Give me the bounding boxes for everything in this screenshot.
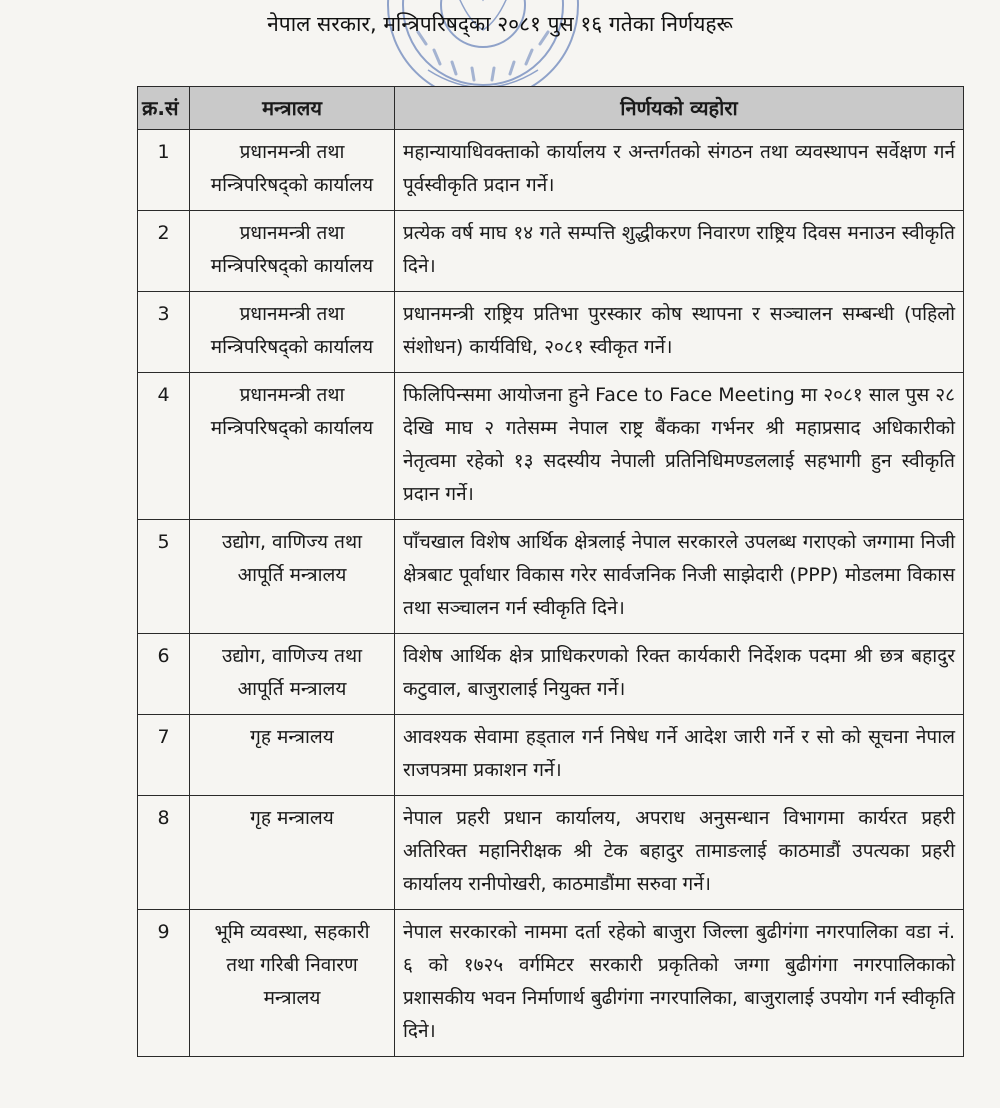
table-row	[138, 520, 964, 634]
row-decision: नेपाल प्रहरी प्रधान कार्यालय, अपराध अनुसन्धान विभागमा कार्यरत प्रहरी अतिरिक्त महानिरीक्षक श्री टेक बहादुर तामाङलाई काठमाडौं उपत्यका प्रहरी कार्यालय रानीपोखरी, काठमाडौंमा सरुवा गर्ने।	[395, 796, 964, 910]
row-number: 7	[138, 715, 190, 796]
row-ministry: उद्योग, वाणिज्य तथा आपूर्ति मन्त्रालय	[190, 634, 395, 715]
table-row	[138, 796, 964, 910]
page-title: नेपाल सरकार, मन्त्रिपरिषद्का २०८१ पुस १६ गतेका निर्णयहरू	[267, 12, 733, 36]
table-header-row	[138, 87, 964, 130]
row-ministry: प्रधानमन्त्री तथा मन्त्रिपरिषद्को कार्यालय	[190, 292, 395, 373]
row-ministry: भूमि व्यवस्था, सहकारी तथा गरिबी निवारण मन्त्रालय	[190, 910, 395, 1057]
row-decision: नेपाल सरकारको नाममा दर्ता रहेको बाजुरा जिल्ला बुढीगंगा नगरपालिका वडा नं. ६ को १७२५ वर्गमिटर सरकारी प्रकृतिको जग्गा बुढीगंगा नगरपालिकाको प्रशासकीय भवन निर्माणार्थ बुढीगंगा नगरपालिका, बाजुरालाई उपयोग गर्न स्वीकृति दिने।	[395, 910, 964, 1057]
row-ministry: गृह मन्त्रालय	[190, 796, 395, 910]
row-decision: विशेष आर्थिक क्षेत्र प्राधिकरणको रिक्त कार्यकारी निर्देशक पदमा श्री छत्र बहादुर कटुवाल, बाजुरालाई नियुक्त गर्ने।	[395, 634, 964, 715]
row-number: 3	[138, 292, 190, 373]
header-decision: निर्णयको व्यहोरा	[395, 87, 964, 130]
row-number: 5	[138, 520, 190, 634]
row-decision: पाँचखाल विशेष आर्थिक क्षेत्रलाई नेपाल सरकारले उपलब्ध गराएको जग्गामा निजी क्षेत्रबाट पूर्वाधार विकास गरेर सार्वजनिक निजी साझेदारी (PPP) मोडलमा विकास तथा सञ्चालन गर्न स्वीकृति दिने।	[395, 520, 964, 634]
row-decision: प्रत्येक वर्ष माघ १४ गते सम्पत्ति शुद्धीकरण निवारण राष्ट्रिय दिवस मनाउन स्वीकृति दिने।	[395, 211, 964, 292]
table-row	[138, 715, 964, 796]
table-row	[138, 211, 964, 292]
row-ministry: गृह मन्त्रालय	[190, 715, 395, 796]
row-ministry: उद्योग, वाणिज्य तथा आपूर्ति मन्त्रालय	[190, 520, 395, 634]
row-number: 6	[138, 634, 190, 715]
row-decision: महान्यायाधिवक्ताको कार्यालय र अन्तर्गतको संगठन तथा व्यवस्थापन सर्वेक्षण गर्न पूर्वस्वीकृति प्रदान गर्ने।	[395, 130, 964, 211]
table-row	[138, 292, 964, 373]
row-ministry: प्रधानमन्त्री तथा मन्त्रिपरिषद्को कार्यालय	[190, 130, 395, 211]
table-row	[138, 373, 964, 520]
row-number: 2	[138, 211, 190, 292]
row-number: 9	[138, 910, 190, 1057]
row-number: 4	[138, 373, 190, 520]
row-ministry: प्रधानमन्त्री तथा मन्त्रिपरिषद्को कार्यालय	[190, 373, 395, 520]
header-number: क्र.सं	[138, 87, 190, 130]
table-row	[138, 910, 964, 1057]
row-number: 8	[138, 796, 190, 910]
header-ministry: मन्त्रालय	[190, 87, 395, 130]
row-decision: आवश्यक सेवामा हड्ताल गर्न निषेध गर्ने आदेश जारी गर्ने र सो को सूचना नेपाल राजपत्रमा प्रकाशन गर्ने।	[395, 715, 964, 796]
row-number: 1	[138, 130, 190, 211]
row-ministry: प्रधानमन्त्री तथा मन्त्रिपरिषद्को कार्यालय	[190, 211, 395, 292]
table-row	[138, 130, 964, 211]
decisions-table	[137, 86, 964, 1057]
row-decision: प्रधानमन्त्री राष्ट्रिय प्रतिभा पुरस्कार कोष स्थापना र सञ्चालन सम्बन्धी (पहिलो संशोधन) कार्यविधि, २०८१ स्वीकृत गर्ने।	[395, 292, 964, 373]
row-decision: फिलिपिन्समा आयोजना हुने Face to Face Meeting मा २०८१ साल पुस २८ देखि माघ २ गतेसम्म नेपाल राष्ट्र बैंकका गर्भनर श्री महाप्रसाद अधिकारीको नेतृत्वमा रहेको १३ सदस्यीय नेपाली प्रतिनिधिमण्डललाई सहभागी हुन स्वीकृति प्रदान गर्ने।	[395, 373, 964, 520]
table-row	[138, 634, 964, 715]
